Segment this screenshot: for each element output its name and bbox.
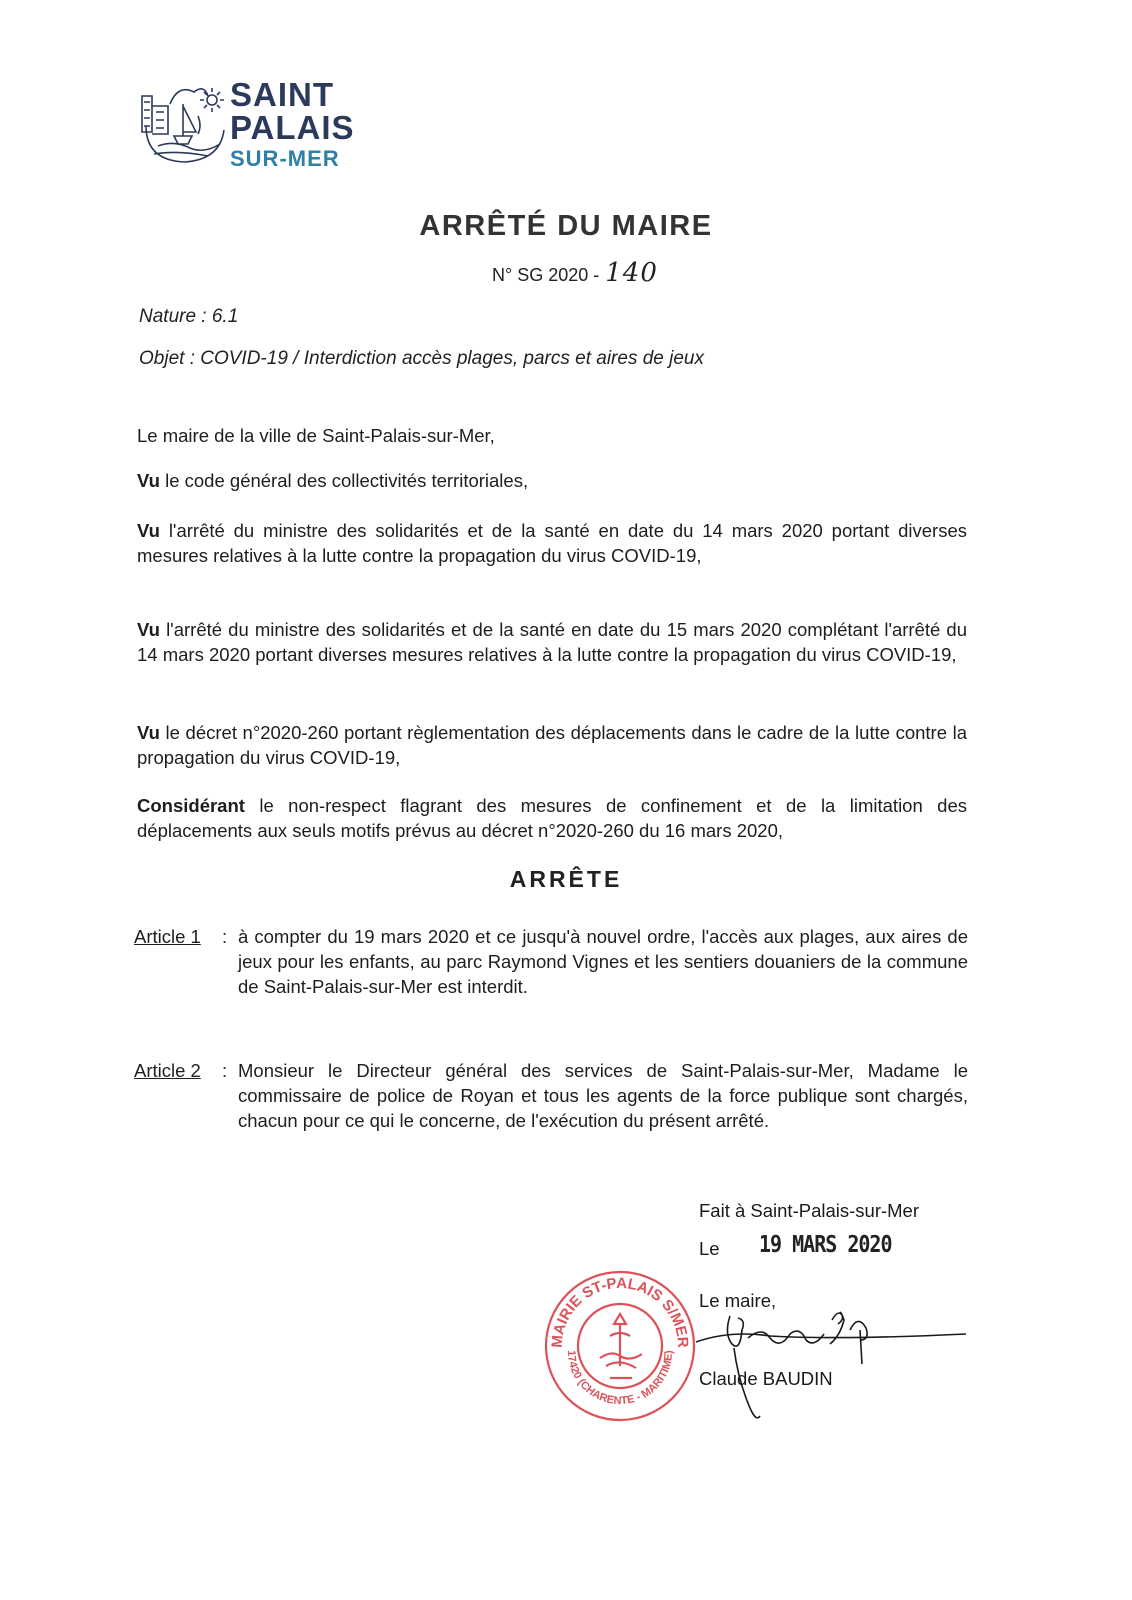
article-2 bbox=[134, 1058, 968, 1133]
arrete-heading: ARRÊTE bbox=[509, 866, 623, 892]
logo-wordmark bbox=[230, 78, 355, 170]
visa-1 bbox=[137, 468, 967, 493]
handwritten-signature bbox=[690, 1290, 980, 1440]
nature-line: Nature : 6.1 bbox=[139, 306, 239, 327]
arrete-number-prefix: N° SG 2020 - bbox=[492, 265, 600, 285]
seal-text-bottom: 17420 (CHARENTE - MARITIME) bbox=[564, 1350, 676, 1408]
article-1-text: à compter du 19 mars 2020 et ce jusqu'à nouvel ordre, l'accès aux plages, aux aires de jeux pour les enfants, au parc Raymond Vignes et les sentiers douaniers de la commune de Saint-Palais-sur-Mer est interdit. bbox=[238, 926, 968, 997]
municipal-logo bbox=[138, 74, 368, 170]
preamble-intro bbox=[137, 423, 967, 448]
visa-1-text: le code général des collectivités territoriales, bbox=[159, 470, 529, 491]
logo-line-3: SUR-MER bbox=[230, 146, 340, 171]
visa-2 bbox=[137, 518, 967, 568]
considerant-text: le non-respect flagrant des mesures de confinement et de la limitation des déplacements aux seuls motifs prévus au décret n°2020-260 du 16 mars 2020, bbox=[137, 795, 967, 841]
visa-3 bbox=[137, 617, 967, 667]
article-1 bbox=[134, 924, 968, 999]
visa-1-keyword: Vu bbox=[137, 470, 160, 491]
article-2-label: Article 2 bbox=[134, 1060, 201, 1081]
logo-line-2: PALAIS bbox=[230, 109, 355, 146]
visa-2-keyword: Vu bbox=[137, 520, 160, 541]
intro-text: Le maire de la ville de Saint-Palais-sur-Mer, bbox=[137, 425, 495, 446]
document-title: ARRÊTÉ DU MAIRE bbox=[419, 210, 713, 242]
arrete-number bbox=[492, 258, 658, 288]
article-2-text: Monsieur le Directeur général des services de Saint-Palais-sur-Mer, Madame le commissaire de police de Royan et tous les agents de la force publique sont chargés, chacun pour ce qui le concerne, de l'exécution du présent arrêté. bbox=[238, 1060, 968, 1131]
article-2-colon: : bbox=[222, 1060, 228, 1081]
date-stamp: 19 MARS 2020 bbox=[759, 1230, 892, 1258]
considerant bbox=[137, 793, 967, 843]
visa-4-text: le décret n°2020-260 portant règlementation des déplacements dans le cadre de la lutte contre la propagation du virus COVID-19, bbox=[137, 722, 967, 768]
fait-a-line: Fait à Saint-Palais-sur-Mer bbox=[699, 1200, 920, 1221]
le-maire-label: Le maire, bbox=[699, 1290, 777, 1311]
seal-text-top: MAIRIE ST-PALAIS S/MER bbox=[548, 1274, 692, 1349]
considerant-keyword: Considérant bbox=[137, 795, 245, 816]
article-1-colon: : bbox=[222, 926, 228, 947]
logo-line-1: SAINT bbox=[230, 76, 334, 113]
mairie-seal-stamp bbox=[540, 1266, 700, 1426]
arrete-number-handwritten: 140 bbox=[605, 258, 658, 288]
visa-2-text: l'arrêté du ministre des solidarités et de la santé en date du 14 mars 2020 portant diverses mesures relatives à la lutte contre la propagation du virus COVID-19, bbox=[137, 520, 967, 566]
visa-4 bbox=[137, 720, 967, 770]
le-label: Le bbox=[699, 1238, 720, 1259]
town-emblem-icon bbox=[138, 74, 230, 166]
signer-name: Claude BAUDIN bbox=[699, 1368, 833, 1389]
visa-4-keyword: Vu bbox=[137, 722, 160, 743]
visa-3-text: l'arrêté du ministre des solidarités et de la santé en date du 15 mars 2020 complétant l'arrêté du 14 mars 2020 portant diverses mesures relatives à la lutte contre la propagation du virus COVID-19, bbox=[137, 619, 967, 665]
objet-line: Objet : COVID-19 / Interdiction accès plages, parcs et aires de jeux bbox=[139, 348, 704, 369]
visa-3-keyword: Vu bbox=[137, 619, 160, 640]
article-1-label: Article 1 bbox=[134, 926, 201, 947]
